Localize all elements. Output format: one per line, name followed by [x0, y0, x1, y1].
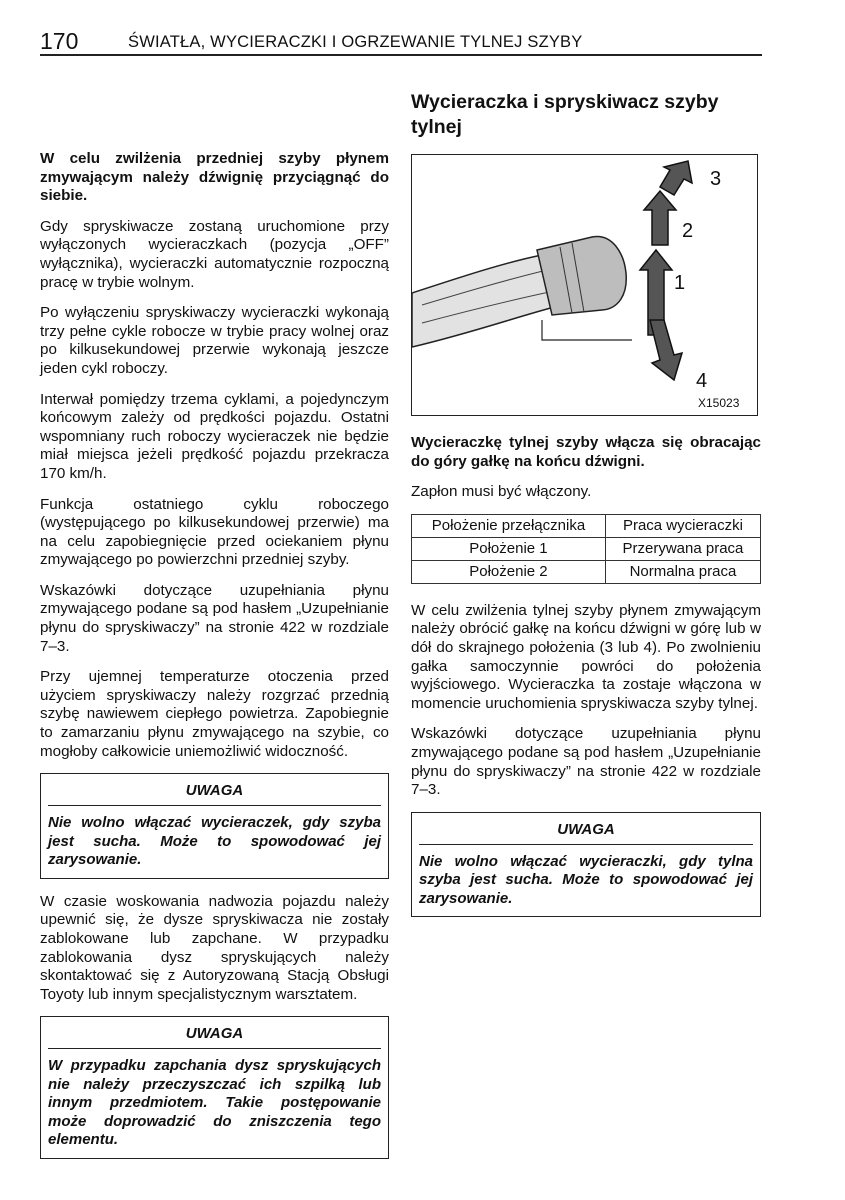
paragraph: W celu zwilżenia tylnej szyby płynem zmywającym należy obrócić gałkę na końcu dźwigni w górę lub w dół do skrajnego położenia (3 lub 4). Po zwolnieniu gałka samoczynnie powróci do położenia wyjściowego. Wycieraczka ta zostaje włączona w momencie uruchomienia spryskiwacza szyby tylnej.: [411, 601, 761, 712]
leader-line: [542, 320, 632, 340]
warning-text: Nie wolno włączać wycieraczek, gdy szyba jest sucha. Może to spowodować jej zarysowanie.: [48, 814, 381, 869]
arrow-up-icon: [644, 191, 676, 245]
figure-label-1: 1: [674, 272, 686, 294]
table-cell: Położenie 1: [412, 537, 606, 560]
paragraph: Przy ujemnej temperaturze otoczenia przed użyciem spryskiwaczy należy rozgrzać przednią szybę nawiewem ciepłego powietrza. Zapobiegnie to zamarzaniu płynu zmywającego na szybie, co mogłoby całkowicie uniemożliwić widoczność.: [40, 668, 389, 760]
switch-position-table: [411, 514, 761, 584]
wiper-lever-figure: [411, 154, 758, 416]
arrow-up-icon: [660, 161, 692, 195]
paragraph: Gdy spryskiwacze zostaną uruchomione przy wyłączonych wycieraczkach (pozycja „OFF” wyłącznika), wycieraczki automatycznie rozpoczną pracę w trybie wolnym.: [40, 217, 389, 291]
warning-title: UWAGA: [419, 819, 753, 845]
paragraph: Po wyłączeniu spryskiwaczy wycieraczki wykonają trzy pełne cykle robocze w trybie pracy wolnej oraz po kilkusekundowej przerwie wykonają jeszcze jeden cykl roboczy.: [40, 304, 389, 377]
figure-code: X15023: [698, 396, 740, 410]
warning-text: Nie wolno włączać wycieraczki, gdy tylna szyba jest sucha. Może to spowodować jej zarysowanie.: [419, 852, 753, 907]
table-row: [412, 537, 761, 560]
lever-knob: [537, 236, 626, 315]
table-header: Położenie przełącznika: [412, 514, 606, 537]
paragraph: Interwał pomiędzy trzema cyklami, a pojedynczym końcowym zależy od prędkości pojazdu. Ostatni wspomniany ruch roboczy wycieraczek nie będzie miał miejsca jeżeli prędkość pojazdu przekracza 170 km/h.: [40, 390, 389, 482]
table-cell: Położenie 2: [412, 560, 606, 583]
chapter-title: ŚWIATŁA, WYCIERACZKI I OGRZEWANIE TYLNEJ SZYBY: [128, 33, 583, 51]
wiper-lever-illustration: [412, 155, 757, 415]
warning-box: [40, 773, 389, 879]
warning-title: UWAGA: [48, 780, 381, 806]
warning-box: [411, 812, 761, 918]
figure-label-2: 2: [682, 220, 694, 242]
section-title: Wycieraczka i spryskiwacz szyby tylnej: [411, 91, 719, 138]
paragraph: Wskazówki dotyczące uzupełniania płynu zmywającego podane są pod hasłem „Uzupełnianie płynu do spryskiwaczy” na stronie 422 w rozdziale 7–3.: [40, 581, 389, 655]
table-cell: Przerywana praca: [605, 537, 760, 560]
figure-label-3: 3: [710, 168, 722, 190]
warning-box: [40, 1016, 389, 1159]
page-number: 170: [40, 28, 79, 54]
ignition-note: Zapłon musi być włączony.: [411, 483, 592, 501]
paragraph: Wskazówki dotyczące uzupełniania płynu zmywającego podane są pod hasłem „Uzupełnianie płynu do spryskiwaczy” na stronie 422 w rozdziale 7–3.: [411, 725, 761, 799]
table-header: Praca wycieraczki: [605, 514, 760, 537]
paragraph: Funkcja ostatniego cyklu roboczego (występującego po kilkusekundowej przerwie) ma na celu zapobiegnięcie przed ociekaniem płynu zmywającego po powierzchni przedniej szyby.: [40, 495, 389, 569]
warning-text: W przypadku zapchania dysz spryskujących nie należy przeczyszczać ich szpilką lub innym przedmiotem. Takie postępowanie może doprowadzić do zniszczenia tego elementu.: [48, 1057, 381, 1149]
intro-instruction: W celu zwilżenia przedniej szyby płynem zmywającym należy dźwignię przyciągnąć do siebie.: [40, 150, 389, 205]
arrow-down-icon: [650, 320, 682, 380]
paragraph: W czasie woskowania nadwozia pojazdu należy upewnić się, że dysze spryskiwacza nie zostały zablokowane lub zapchane. W przypadku zablokowania dysz spryskujących należy skontaktować się z Autoryzowaną Stacją Obsługi Toyoty lub innym specjalistycznym warsztatem.: [40, 892, 389, 1003]
table-cell: Normalna praca: [605, 560, 760, 583]
page-header: [40, 28, 762, 56]
figure-label-4: 4: [696, 370, 708, 392]
left-column: [40, 150, 389, 1173]
figure-caption: Wycieraczkę tylnej szyby włącza się obracając do góry gałkę na końcu dźwigni.: [411, 434, 761, 470]
warning-title: UWAGA: [48, 1023, 381, 1049]
right-column: [411, 90, 761, 931]
table-header-row: [412, 514, 761, 537]
table-row: [412, 560, 761, 583]
